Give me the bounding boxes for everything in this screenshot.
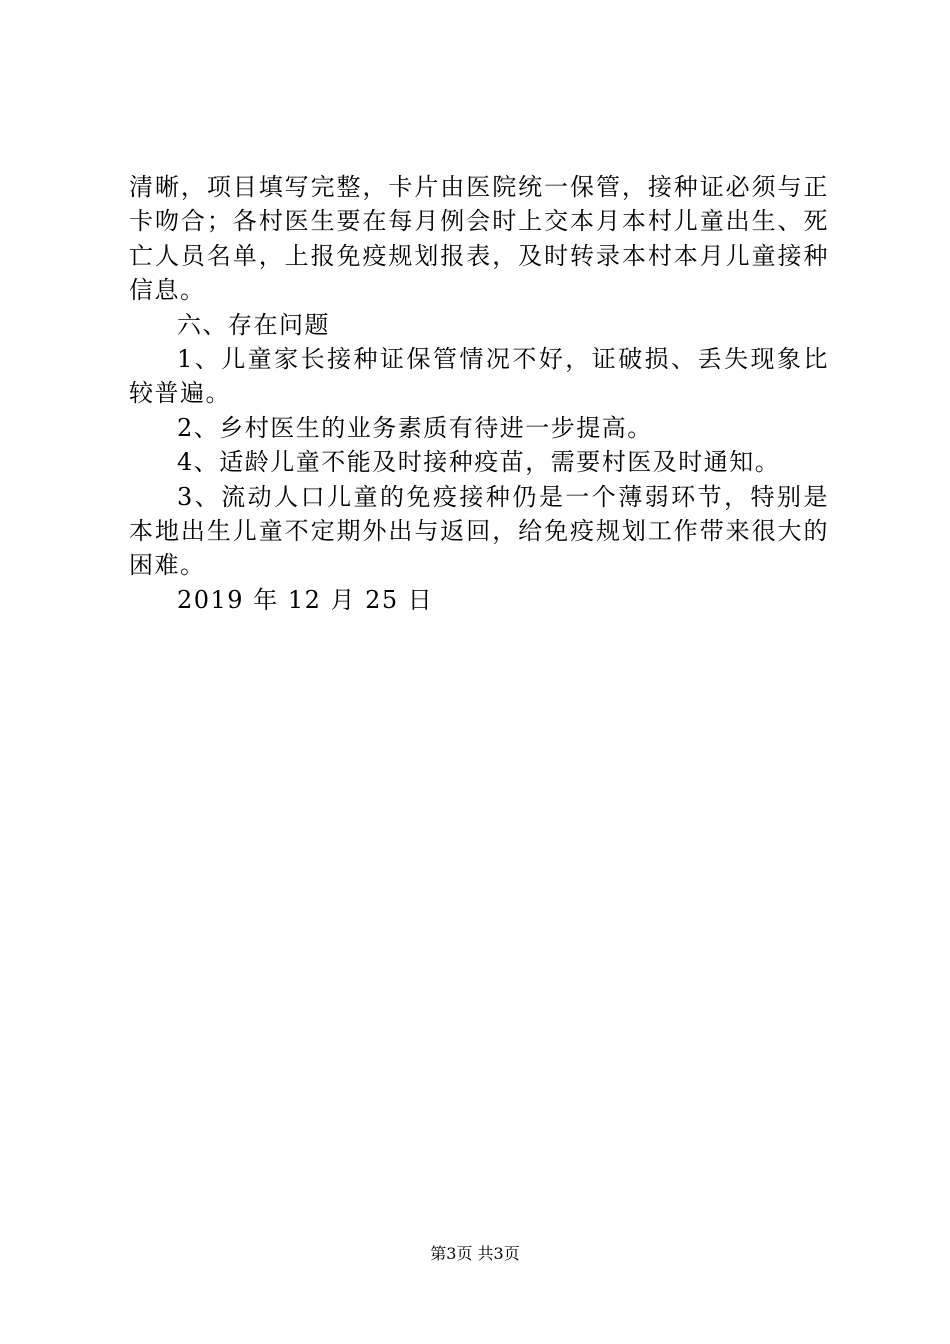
page-number-footer: 第3页 共3页 [430,1244,520,1263]
document-date: 2019 年 12 月 25 日 [177,585,434,614]
problem-item: 3、流动人口儿童的免疫接种仍是一个薄弱环节，特别是本地出生儿童不定期外出与返回，给免疫规划工作带来很大的困难。 [129,482,829,580]
section-heading-problems: 六、存在问题 [177,310,330,339]
problem-item: 2、乡村医生的业务素质有待进一步提高。 [177,413,653,442]
problem-item: 1、儿童家长接种证保管情况不好，证破损、丢失现象比较普遍。 [129,345,829,408]
problem-item: 4、适龄儿童不能及时接种疫苗，需要村医及时通知。 [177,448,781,477]
document-body [129,170,829,617]
body-paragraph: 清晰，项目填写完整，卡片由医院统一保管，接种证必须与正卡吻合；各村医生要在每月例会时上交本月本村儿童出生、死亡人员名单，上报免疫规划报表，及时转录本村本月儿童接种信息。 [129,173,829,305]
